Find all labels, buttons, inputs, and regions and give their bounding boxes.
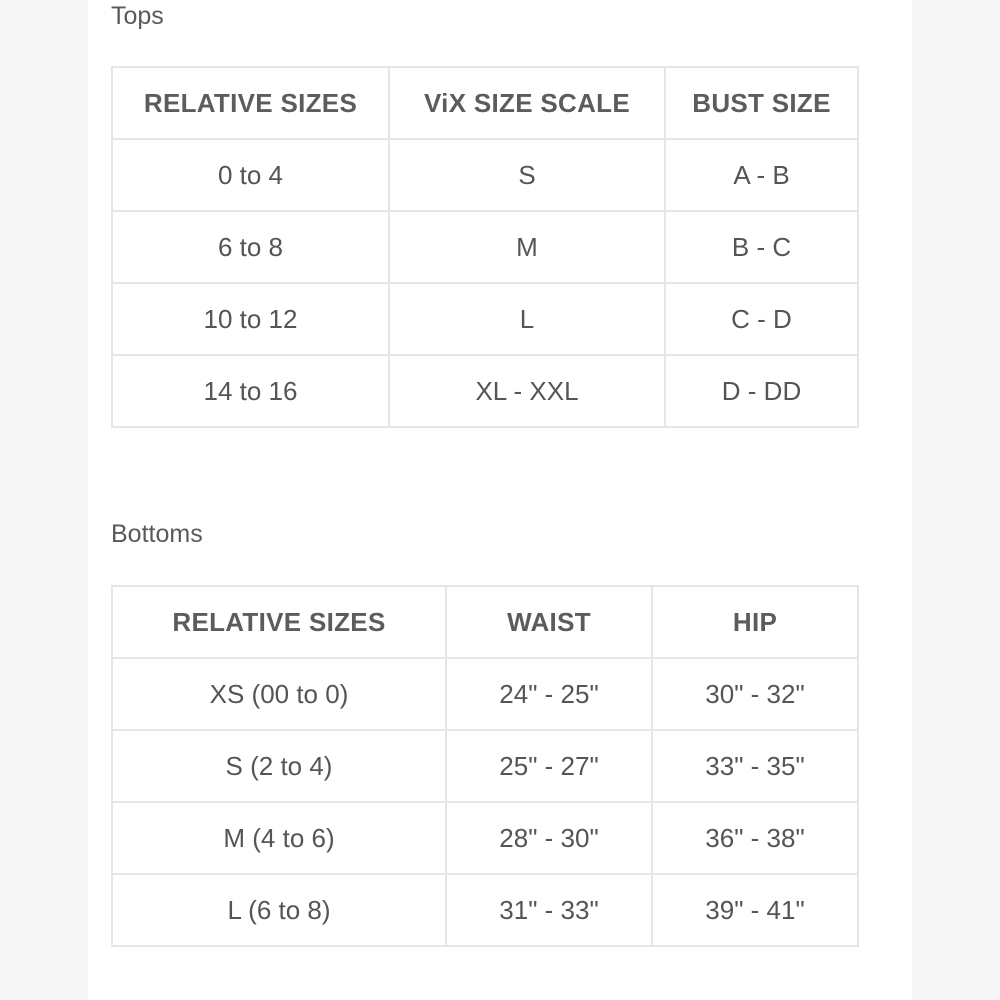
tops-section-title: Tops bbox=[111, 2, 164, 30]
table-cell: 10 to 12 bbox=[112, 283, 389, 355]
table-cell: L (6 to 8) bbox=[112, 874, 446, 946]
table-cell: S bbox=[389, 139, 665, 211]
table-row bbox=[112, 355, 858, 427]
table-cell: M bbox=[389, 211, 665, 283]
table-cell: A - B bbox=[665, 139, 858, 211]
table-header-row bbox=[112, 67, 858, 139]
table-cell: 39" - 41" bbox=[652, 874, 858, 946]
table-cell: L bbox=[389, 283, 665, 355]
table-cell: B - C bbox=[665, 211, 858, 283]
table-row bbox=[112, 802, 858, 874]
header-hip: HIP bbox=[652, 586, 858, 658]
table-cell: 24" - 25" bbox=[446, 658, 652, 730]
table-cell: M (4 to 6) bbox=[112, 802, 446, 874]
table-row bbox=[112, 874, 858, 946]
tops-size-table bbox=[111, 66, 859, 428]
table-cell: 28" - 30" bbox=[446, 802, 652, 874]
table-cell: S (2 to 4) bbox=[112, 730, 446, 802]
table-header-row bbox=[112, 586, 858, 658]
table-cell: XS (00 to 0) bbox=[112, 658, 446, 730]
table-cell: 33" - 35" bbox=[652, 730, 858, 802]
bottoms-size-table bbox=[111, 585, 859, 947]
table-cell: C - D bbox=[665, 283, 858, 355]
header-bust-size: BUST SIZE bbox=[665, 67, 858, 139]
bottoms-section-title: Bottoms bbox=[111, 520, 203, 548]
header-waist: WAIST bbox=[446, 586, 652, 658]
header-relative-sizes: RELATIVE SIZES bbox=[112, 586, 446, 658]
table-row bbox=[112, 139, 858, 211]
table-cell: D - DD bbox=[665, 355, 858, 427]
table-row bbox=[112, 211, 858, 283]
table-cell: 30" - 32" bbox=[652, 658, 858, 730]
table-cell: 25" - 27" bbox=[446, 730, 652, 802]
table-cell: 14 to 16 bbox=[112, 355, 389, 427]
header-vix-size-scale: ViX SIZE SCALE bbox=[389, 67, 665, 139]
header-relative-sizes: RELATIVE SIZES bbox=[112, 67, 389, 139]
table-row bbox=[112, 658, 858, 730]
table-row bbox=[112, 730, 858, 802]
table-cell: 0 to 4 bbox=[112, 139, 389, 211]
table-cell: XL - XXL bbox=[389, 355, 665, 427]
table-cell: 31" - 33" bbox=[446, 874, 652, 946]
table-cell: 6 to 8 bbox=[112, 211, 389, 283]
table-cell: 36" - 38" bbox=[652, 802, 858, 874]
table-row bbox=[112, 283, 858, 355]
